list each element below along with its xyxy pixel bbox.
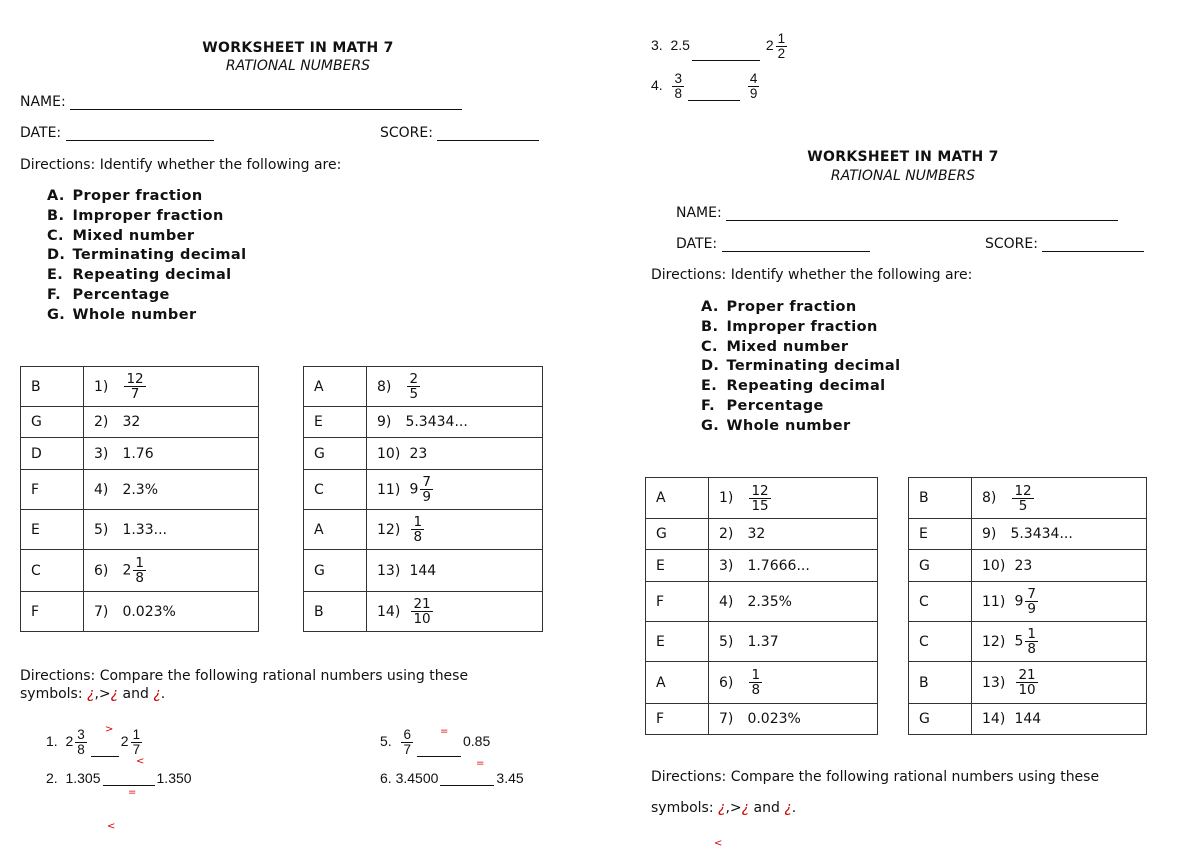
option-text: Repeating decimal xyxy=(67,267,232,284)
answer-cell[interactable]: E xyxy=(646,622,709,662)
option-text: Percentage xyxy=(67,286,170,303)
table-row xyxy=(909,622,1147,662)
item-value: 0.023% xyxy=(747,711,801,727)
option-item xyxy=(47,266,246,286)
compare-item-1 xyxy=(46,728,144,757)
answer-cell[interactable]: G xyxy=(304,550,367,592)
option-item xyxy=(47,306,246,326)
table-row xyxy=(304,592,543,632)
item-cell xyxy=(972,662,1147,704)
options-list xyxy=(701,298,900,437)
option-item xyxy=(701,338,900,358)
option-item xyxy=(701,298,900,318)
table-row xyxy=(21,438,259,470)
item-cell xyxy=(84,510,259,550)
symbol-2: ¿ xyxy=(110,686,119,702)
directions-identify: Directions: Identify whether the following are: xyxy=(651,267,973,283)
whole-part: 9 xyxy=(409,481,419,498)
table-row xyxy=(646,582,878,622)
date-field[interactable] xyxy=(66,126,214,141)
item-number: 1. xyxy=(46,733,58,750)
item-value: 2.3% xyxy=(122,481,159,498)
item-number: 13) xyxy=(982,674,1006,691)
red-mark-gt: > xyxy=(105,724,114,735)
whole-part: 9 xyxy=(1014,593,1024,610)
answer-table-2 xyxy=(303,366,543,632)
table-row xyxy=(21,592,259,632)
item-value: 23 xyxy=(1014,557,1033,574)
item-number: 3. xyxy=(651,37,663,54)
item-number: 8) xyxy=(982,490,997,506)
item-number: 11) xyxy=(377,481,401,498)
answer-cell[interactable]: F xyxy=(646,582,709,622)
answer-cell[interactable]: E xyxy=(21,510,84,550)
directions-compare-line1: Directions: Compare the following rational numbers using these xyxy=(20,668,469,684)
red-mark-lt: < xyxy=(136,756,145,767)
item-value: 1.7666... xyxy=(747,557,810,574)
option-text: Mixed number xyxy=(721,338,849,355)
item-number: 12) xyxy=(982,633,1006,650)
table-row xyxy=(909,704,1147,735)
worksheet-title: WORKSHEET IN MATH 7 xyxy=(202,40,394,56)
answer-cell[interactable]: A xyxy=(304,510,367,550)
table-row xyxy=(304,367,543,407)
option-item xyxy=(47,187,246,207)
answer-blank[interactable] xyxy=(91,756,119,757)
answer-cell[interactable]: A xyxy=(646,662,709,704)
fraction: $\frac{1}{2}$ xyxy=(777,31,786,61)
item-value: 144 xyxy=(1014,711,1042,727)
option-letter: G. xyxy=(47,306,66,323)
table-row xyxy=(646,550,878,582)
answer-blank[interactable] xyxy=(688,100,740,101)
option-text: Repeating decimal xyxy=(721,378,886,395)
option-item xyxy=(47,286,246,306)
item-number: 4) xyxy=(719,593,734,610)
fraction: $\frac{21}{10}$ xyxy=(1018,667,1036,698)
fraction: $\frac{1}{8}$ xyxy=(413,514,423,545)
item-number: 2. xyxy=(46,770,58,786)
answer-cell[interactable]: E xyxy=(646,550,709,582)
value-a: 1.305 xyxy=(65,770,101,786)
option-letter: F. xyxy=(47,286,62,303)
fraction: $\frac{21}{10}$ xyxy=(413,596,431,627)
option-text: Improper fraction xyxy=(67,207,224,224)
red-mark-eq: = xyxy=(476,758,485,769)
whole-part: 2 xyxy=(765,37,774,54)
option-letter: D. xyxy=(701,358,720,375)
answer-cell[interactable]: G xyxy=(646,519,709,550)
item-cell xyxy=(709,478,878,519)
table-row xyxy=(304,407,543,438)
item-value: 144 xyxy=(409,562,437,579)
table-row xyxy=(646,478,878,519)
fraction: $\frac{12}{15}$ xyxy=(751,482,769,514)
item-cell xyxy=(709,662,878,704)
item-number: 4) xyxy=(94,481,109,498)
answer-cell[interactable]: G xyxy=(909,704,972,735)
answer-cell[interactable]: A xyxy=(646,478,709,519)
answer-cell[interactable]: A xyxy=(304,367,367,407)
compare-item-5 xyxy=(380,728,490,757)
date-label: DATE: xyxy=(20,125,62,141)
item-cell xyxy=(709,704,878,735)
item-cell xyxy=(367,407,543,438)
directions-compare xyxy=(20,668,574,702)
item-cell xyxy=(972,622,1147,662)
table-row xyxy=(21,550,259,592)
item-value: 0.023% xyxy=(122,603,176,620)
symbol-3: ¿ xyxy=(153,686,161,702)
option-item xyxy=(47,246,246,266)
answer-cell[interactable]: F xyxy=(21,592,84,632)
item-cell xyxy=(709,550,878,582)
option-text: Mixed number xyxy=(67,227,195,244)
option-item xyxy=(701,397,900,417)
option-text: Terminating decimal xyxy=(67,247,247,264)
fraction: $\frac{12}{5}$ xyxy=(1014,482,1032,514)
date-label: DATE: xyxy=(676,236,718,252)
fraction: $\frac{12}{7}$ xyxy=(126,371,144,402)
name-field[interactable] xyxy=(70,95,462,110)
item-number: 14) xyxy=(982,711,1006,727)
item-value: 5.3434... xyxy=(405,414,468,430)
compare-item-3 xyxy=(651,32,789,61)
option-item xyxy=(701,377,900,397)
table-row xyxy=(304,470,543,510)
directions-compare-line2 xyxy=(20,686,574,702)
answer-cell[interactable]: F xyxy=(21,470,84,510)
compare-item-2 xyxy=(46,770,192,786)
table-row xyxy=(21,510,259,550)
table-row xyxy=(909,550,1147,582)
answer-cell[interactable]: C xyxy=(909,582,972,622)
item-cell xyxy=(709,622,878,662)
item-value: 32 xyxy=(747,526,766,542)
option-letter: B. xyxy=(47,207,65,224)
answer-cell[interactable]: G xyxy=(304,438,367,470)
answer-cell[interactable]: B xyxy=(909,662,972,704)
item-cell xyxy=(367,367,543,407)
table-row xyxy=(21,367,259,407)
answer-blank[interactable] xyxy=(692,46,760,61)
value-a: 3.4500 xyxy=(395,770,439,786)
item-number: 2) xyxy=(719,526,734,542)
option-text: Proper fraction xyxy=(721,299,857,315)
fraction: $\frac{4}{9}$ xyxy=(749,71,758,101)
fraction: $\frac{3}{8}$ xyxy=(77,727,85,757)
answer-table-1 xyxy=(645,477,878,735)
fraction: $\frac{7}{9}$ xyxy=(422,474,431,505)
whole-part: 5 xyxy=(1014,633,1024,650)
directions-compare-line1: Directions: Compare the following rational numbers using these xyxy=(651,769,1100,785)
value-a: 2.5 xyxy=(670,37,690,54)
option-item xyxy=(701,318,900,338)
name-row xyxy=(20,94,462,110)
item-cell xyxy=(84,470,259,510)
red-mark-eq: = xyxy=(128,787,137,798)
red-mark-eq: = xyxy=(440,726,449,737)
item-value: 2.35% xyxy=(747,593,792,610)
answer-blank[interactable] xyxy=(440,771,494,786)
item-cell xyxy=(367,510,543,550)
option-text: Improper fraction xyxy=(721,318,878,335)
value-b: 3.45 xyxy=(496,770,524,786)
item-number: 2) xyxy=(94,414,109,430)
answer-blank[interactable] xyxy=(417,756,461,757)
name-label: NAME: xyxy=(676,205,722,221)
option-item xyxy=(47,227,246,247)
red-mark-lt: < xyxy=(714,838,723,849)
name-row xyxy=(676,205,1118,221)
symbol-1: ¿ xyxy=(87,686,95,702)
worksheet-subtitle: RATIONAL NUMBERS xyxy=(225,58,371,74)
table-row xyxy=(909,662,1147,704)
worksheet-title: WORKSHEET IN MATH 7 xyxy=(807,149,999,165)
compare-item-6 xyxy=(380,770,524,786)
item-number: 7) xyxy=(719,711,734,727)
item-cell xyxy=(972,478,1147,519)
option-letter: A. xyxy=(47,188,65,204)
item-number: 6) xyxy=(94,562,109,579)
table-row xyxy=(304,438,543,470)
item-number: 1) xyxy=(719,490,734,506)
value-b: 0.85 xyxy=(462,733,491,750)
item-number: 9) xyxy=(982,526,997,542)
answer-cell[interactable]: C xyxy=(21,550,84,592)
answer-cell[interactable]: C xyxy=(304,470,367,510)
item-number: 11) xyxy=(982,593,1006,610)
item-number: 4. xyxy=(651,77,663,94)
directions-compare-line2 xyxy=(651,800,796,816)
option-letter: C. xyxy=(701,338,718,355)
date-field[interactable] xyxy=(722,237,870,252)
answer-cell[interactable]: G xyxy=(21,407,84,438)
option-letter: E. xyxy=(701,378,718,395)
symbol-1: ¿ xyxy=(718,800,726,816)
symbol-2: ¿ xyxy=(741,800,750,816)
item-cell xyxy=(367,470,543,510)
item-cell xyxy=(367,592,543,632)
fraction: $\frac{6}{7}$ xyxy=(403,727,411,757)
worksheet-subtitle: RATIONAL NUMBERS xyxy=(830,168,976,184)
item-number: 6. xyxy=(380,770,392,786)
score-row xyxy=(985,236,1144,252)
red-mark-lt: < xyxy=(107,821,116,832)
item-number: 1) xyxy=(94,378,109,395)
fraction: $\frac{1}{8}$ xyxy=(1027,626,1036,657)
item-number: 10) xyxy=(377,445,401,462)
option-text: Whole number xyxy=(67,306,197,323)
symbol-gt: ,> xyxy=(94,686,111,702)
fraction: $\frac{2}{5}$ xyxy=(409,371,419,402)
answer-cell[interactable]: E xyxy=(304,407,367,438)
item-number: 9) xyxy=(377,414,392,430)
symbol-gt: ,> xyxy=(725,800,742,816)
answer-cell[interactable]: B xyxy=(909,478,972,519)
answer-table-2 xyxy=(908,477,1147,735)
whole-part: 2 xyxy=(65,733,74,750)
answer-cell[interactable]: F xyxy=(646,704,709,735)
item-cell xyxy=(84,592,259,632)
item-cell xyxy=(972,582,1147,622)
and-text: and xyxy=(749,800,785,816)
answer-cell[interactable]: B xyxy=(304,592,367,632)
date-row xyxy=(676,236,870,252)
score-field[interactable] xyxy=(1042,237,1144,252)
item-cell xyxy=(84,367,259,407)
item-number: 3) xyxy=(719,557,734,574)
option-letter: A. xyxy=(701,299,719,315)
item-number: 5) xyxy=(719,633,734,650)
whole-part: 2 xyxy=(122,562,132,579)
options-list xyxy=(47,187,246,326)
item-number: 13) xyxy=(377,562,401,579)
score-field[interactable] xyxy=(437,126,539,141)
item-number: 10) xyxy=(982,557,1006,574)
item-cell xyxy=(709,519,878,550)
fraction: $\frac{7}{9}$ xyxy=(1027,586,1036,617)
option-letter: G. xyxy=(701,417,720,434)
item-value: 32 xyxy=(122,414,141,430)
option-letter: C. xyxy=(47,227,64,244)
name-label: NAME: xyxy=(20,94,66,110)
answer-cell[interactable]: E xyxy=(909,519,972,550)
item-number: 6) xyxy=(719,674,734,691)
table-row xyxy=(909,582,1147,622)
score-label: SCORE: xyxy=(985,236,1038,252)
directions-identify: Directions: Identify whether the following are: xyxy=(20,157,342,173)
item-cell xyxy=(84,407,259,438)
option-item xyxy=(47,207,246,227)
item-cell xyxy=(367,550,543,592)
value-b: 1.350 xyxy=(156,770,192,786)
date-row xyxy=(20,125,214,141)
fraction: $\frac{1}{8}$ xyxy=(751,667,761,698)
item-value: 1.33... xyxy=(122,521,167,538)
table-row xyxy=(909,478,1147,519)
item-value: 1.76 xyxy=(122,445,154,462)
score-label: SCORE: xyxy=(380,125,433,141)
table-row xyxy=(304,510,543,550)
option-item xyxy=(701,417,900,437)
item-cell xyxy=(367,438,543,470)
table-row xyxy=(21,470,259,510)
item-cell xyxy=(972,519,1147,550)
option-letter: B. xyxy=(701,318,719,335)
answer-cell[interactable]: B xyxy=(21,367,84,407)
table-row xyxy=(646,622,878,662)
option-letter: F. xyxy=(701,397,716,414)
name-field[interactable] xyxy=(726,206,1118,221)
option-letter: E. xyxy=(47,267,64,284)
item-number: 12) xyxy=(377,521,401,538)
answer-cell[interactable]: C xyxy=(909,622,972,662)
item-number: 8) xyxy=(377,378,392,395)
option-text: Proper fraction xyxy=(67,188,203,204)
period: . xyxy=(791,800,797,816)
period: . xyxy=(160,686,166,702)
option-letter: D. xyxy=(47,247,66,264)
item-number: 14) xyxy=(377,603,401,620)
fraction: $\frac{1}{8}$ xyxy=(135,555,144,586)
option-item xyxy=(701,357,900,377)
option-text: Percentage xyxy=(721,397,824,414)
item-cell xyxy=(972,704,1147,735)
table-row xyxy=(646,662,878,704)
answer-cell[interactable]: G xyxy=(909,550,972,582)
item-cell xyxy=(709,582,878,622)
and-text: and xyxy=(118,686,154,702)
fraction: $\frac{1}{7}$ xyxy=(132,727,141,757)
score-row xyxy=(380,125,539,141)
answer-blank[interactable] xyxy=(103,771,155,786)
item-number: 7) xyxy=(94,603,109,620)
table-row xyxy=(304,550,543,592)
fraction: $\frac{3}{8}$ xyxy=(674,71,682,101)
symbols-label: symbols: xyxy=(651,800,714,816)
table-row xyxy=(21,407,259,438)
table-row xyxy=(646,519,878,550)
whole-part: 2 xyxy=(120,733,129,750)
item-cell xyxy=(84,550,259,592)
item-number: 5. xyxy=(380,733,392,750)
symbols-label: symbols: xyxy=(20,686,83,702)
answer-cell[interactable]: D xyxy=(21,438,84,470)
answer-table-1 xyxy=(20,366,259,632)
item-value: 23 xyxy=(409,445,428,462)
item-cell xyxy=(972,550,1147,582)
item-number: 3) xyxy=(94,445,109,462)
option-text: Terminating decimal xyxy=(721,358,901,375)
item-value: 5.3434... xyxy=(1010,526,1073,542)
item-cell xyxy=(84,438,259,470)
table-row xyxy=(646,704,878,735)
table-row xyxy=(909,519,1147,550)
compare-item-4 xyxy=(651,72,761,101)
item-value: 1.37 xyxy=(747,633,779,650)
item-number: 5) xyxy=(94,521,109,538)
option-text: Whole number xyxy=(721,417,851,434)
symbol-3: ¿ xyxy=(784,800,792,816)
